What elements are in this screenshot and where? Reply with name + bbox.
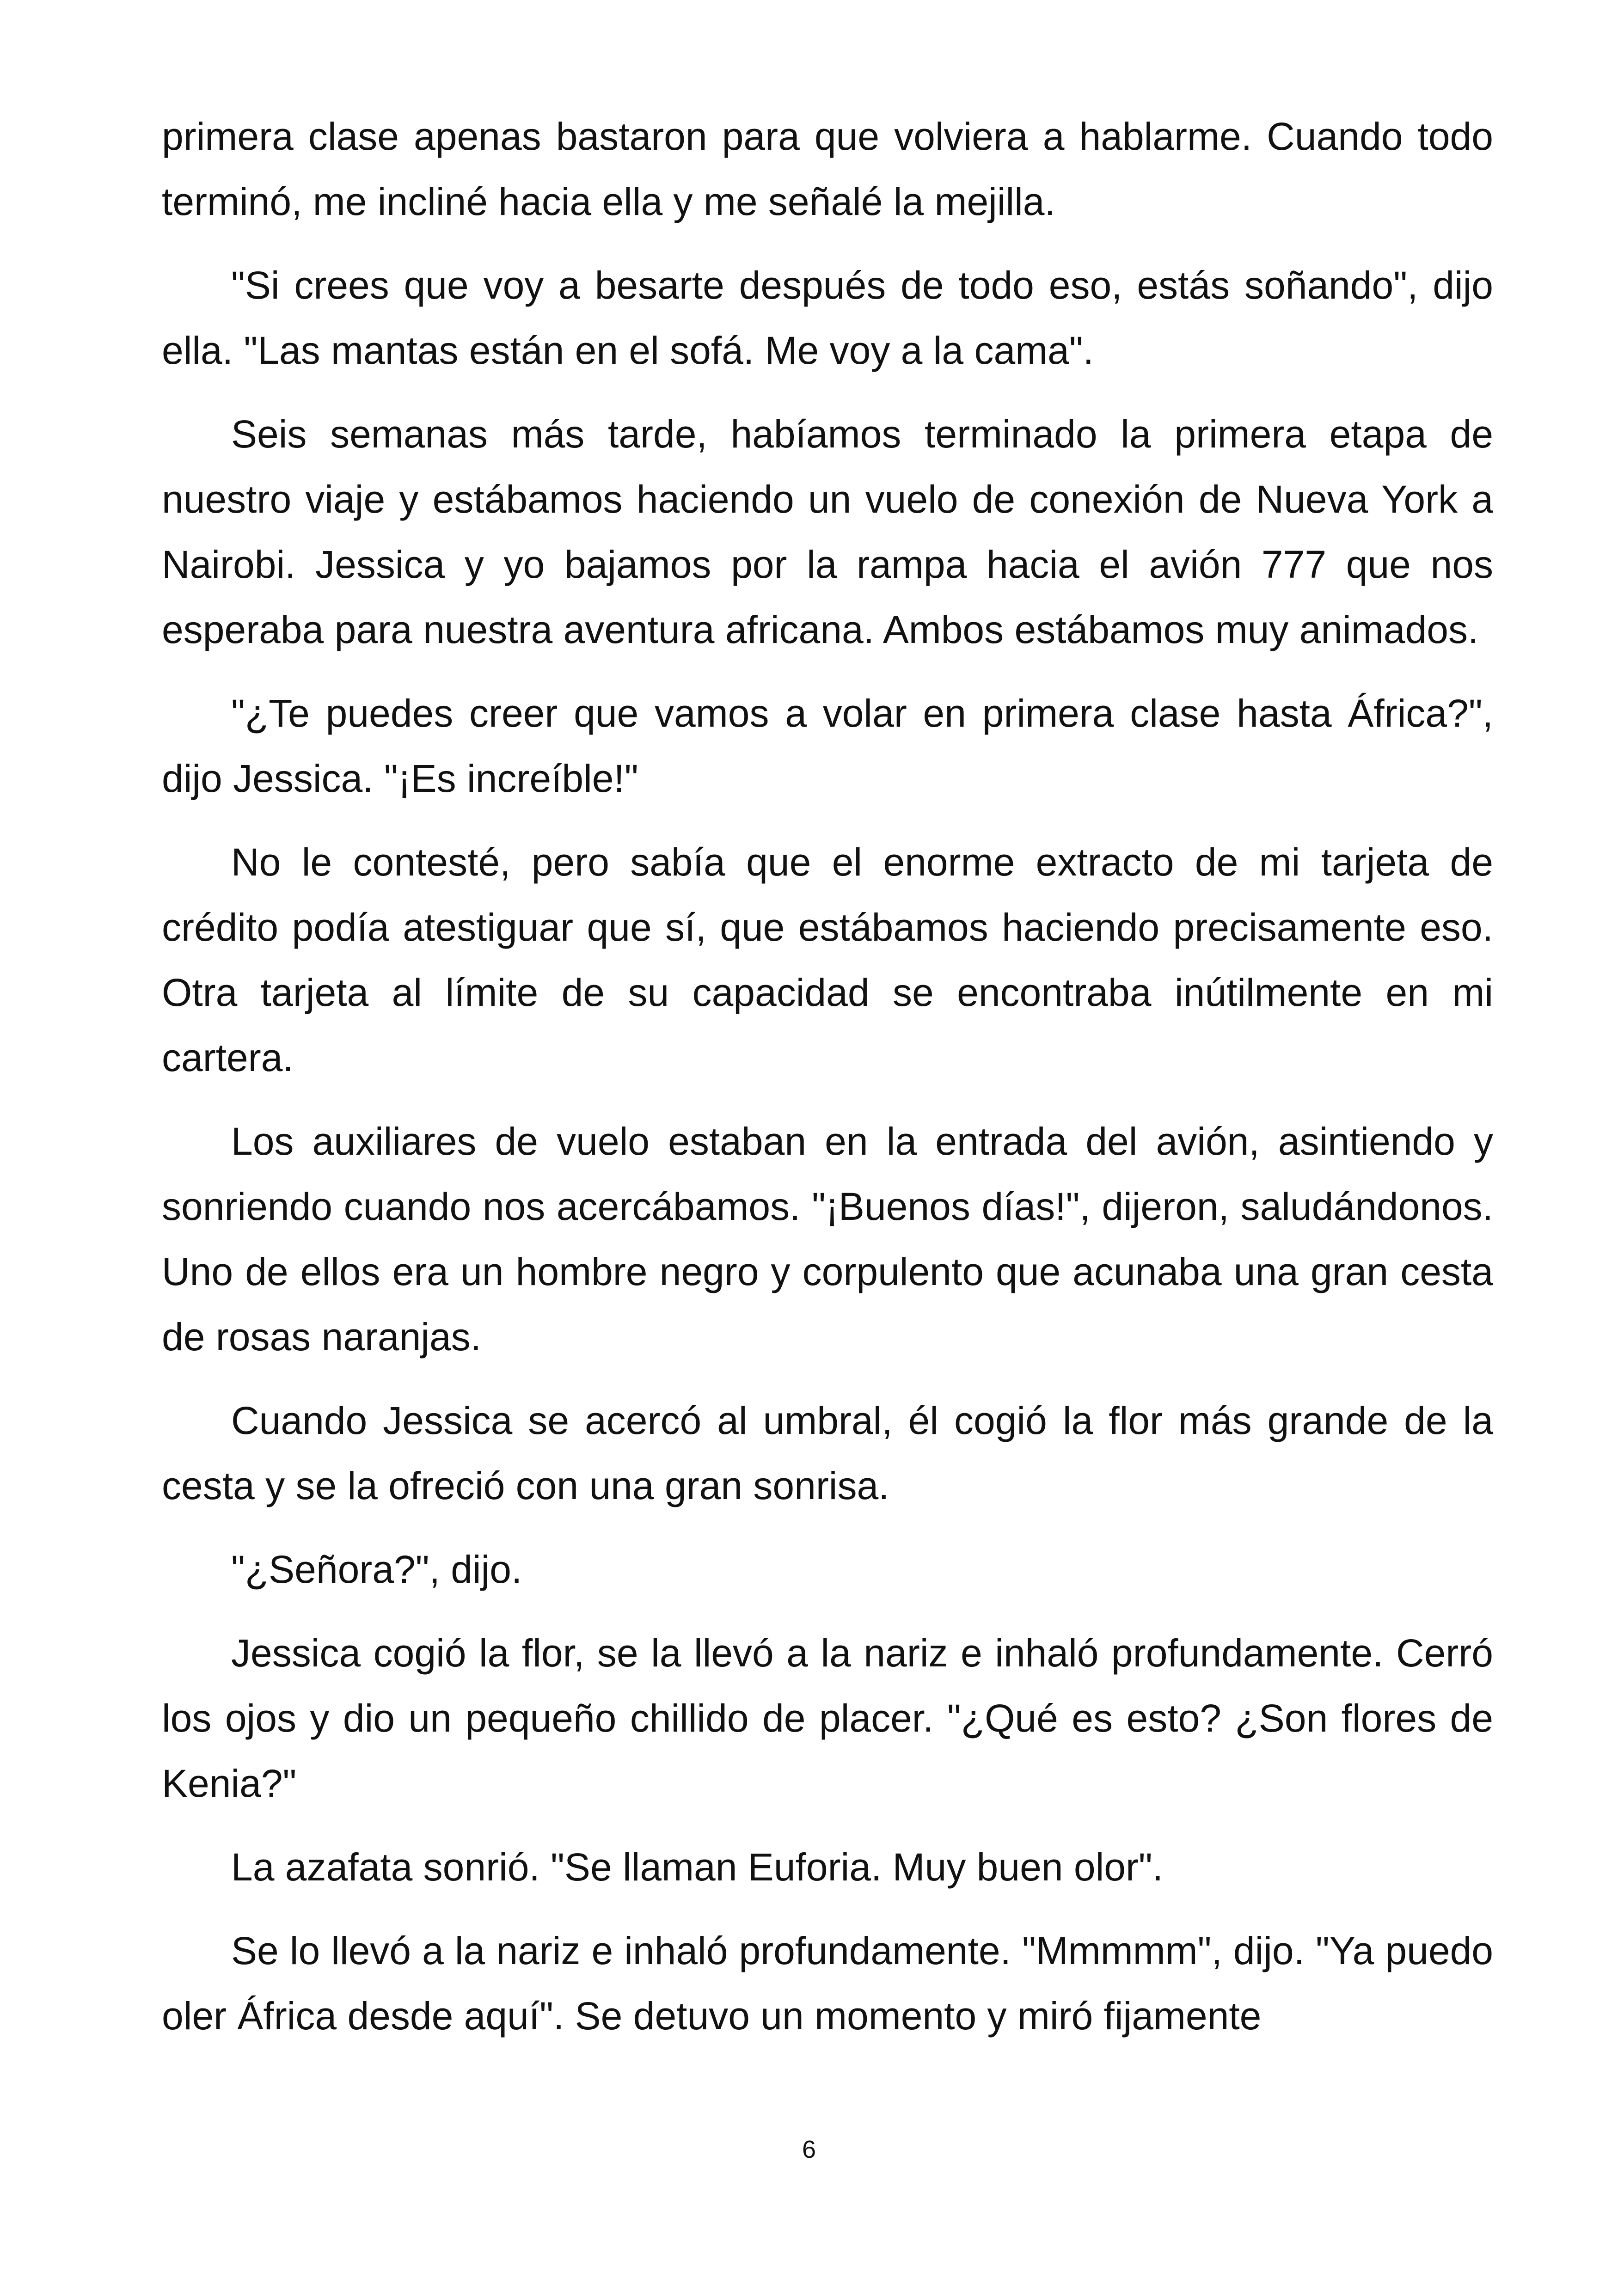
paragraph: La azafata sonrió. "Se llaman Euforia. Muy buen olor". [231, 1845, 1164, 1889]
body-text [162, 104, 1493, 2067]
paragraph: "Si crees que voy a besarte después de todo eso, estás soñando", dijo ella. "Las mantas están en el sofá. Me voy a la cama". [162, 263, 1493, 372]
paragraph: Seis semanas más tarde, habíamos terminado la primera etapa de nuestro viaje y estábamos haciendo un vuelo de conexión de Nueva York a Nairobi. Jessica y yo bajamos por la rampa hacia el avión 777 que nos esperaba para nuestra aventura africana. Ambos estábamos muy animados. [162, 412, 1493, 651]
paragraph: primera clase apenas bastaron para que volviera a hablarme. Cuando todo terminó, me incliné hacia ella y me señalé la mejilla. [162, 115, 1493, 223]
paragraph: No le contesté, pero sabía que el enorme extracto de mi tarjeta de crédito podía atestiguar que sí, que estábamos haciendo precisamente eso. Otra tarjeta al límite de su capacidad se encontraba inútilmente en mi cartera. [162, 840, 1493, 1079]
paragraph: Cuando Jessica se acercó al umbral, él cogió la flor más grande de la cesta y se la ofreció con una gran sonrisa. [162, 1399, 1493, 1507]
paragraph: "¿Señora?", dijo. [231, 1548, 522, 1591]
paragraph: "¿Te puedes creer que vamos a volar en primera clase hasta África?", dijo Jessica. "¡Es increíble!" [162, 692, 1493, 800]
paragraph: Jessica cogió la flor, se la llevó a la nariz e inhaló profundamente. Cerró los ojos y dio un pequeño chillido de placer. "¿Qué es esto? ¿Son flores de Kenia?" [162, 1631, 1493, 1805]
page-number: 6 [802, 2136, 816, 2163]
paragraph: Se lo llevó a la nariz e inhaló profundamente. "Mmmmm", dijo. "Ya puedo oler África desde aquí". Se detuvo un momento y miró fijamente [162, 1929, 1493, 2038]
paragraph: Los auxiliares de vuelo estaban en la entrada del avión, asintiendo y sonriendo cuando nos acercábamos. "¡Buenos días!", dijeron, saludándonos. Uno de ellos era un hombre negro y corpulento que acunaba una gran cesta de rosas naranjas. [162, 1120, 1493, 1359]
